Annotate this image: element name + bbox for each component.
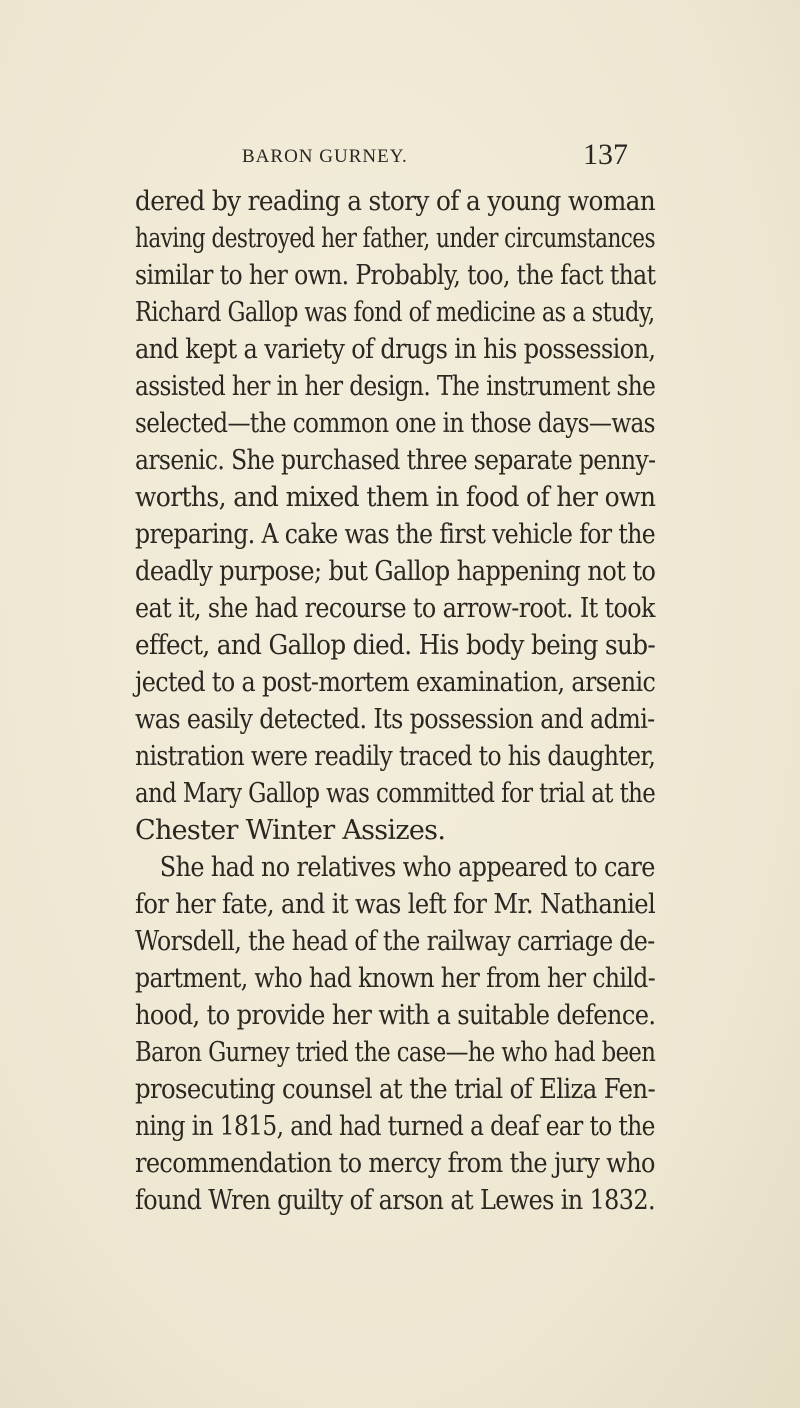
page-number: 137 [583, 138, 628, 171]
text-line: ning in 1815, and had turned a deaf ear to the [135, 1111, 655, 1142]
text-line: dered by reading a story of a young woman [135, 186, 656, 217]
text-line: partment, who had known her from her child- [135, 963, 656, 994]
text-line: preparing. A cake was the first vehicle for the [135, 519, 656, 550]
text-line: and kept a variety of drugs in his possession, [135, 334, 656, 365]
text-line: and Mary Gallop was committed for trial at the [135, 778, 656, 809]
text-line: selected—the common one in those days—was [135, 408, 655, 439]
text-line: worths, and mixed them in food of her own [135, 482, 656, 513]
text-line: recommendation to mercy from the jury who [135, 1148, 655, 1179]
text-line: Richard Gallop was fond of medicine as a study, [135, 297, 655, 328]
text-line: found Wren guilty of arson at Lewes in 1832. [135, 1185, 655, 1216]
text-line: similar to her own. Probably, too, the fact that [135, 260, 656, 291]
page-header [0, 138, 800, 178]
running-head: BARON GURNEY. [242, 146, 408, 167]
text-line: having destroyed her father, under circumstances [135, 223, 656, 254]
text-line: for her fate, and it was left for Mr. Nathaniel [135, 889, 656, 920]
text-line: eat it, she had recourse to arrow-root. It took [135, 593, 655, 624]
text-line: jected to a post-mortem examination, arsenic [135, 667, 656, 698]
text-line: hood, to provide her with a suitable defence. [135, 1000, 656, 1031]
text-line: nistration were readily traced to his daughter, [135, 741, 656, 772]
text-line: effect, and Gallop died. His body being sub- [135, 630, 656, 661]
text-line: assisted her in her design. The instrument she [135, 371, 656, 402]
text-line: Worsdell, the head of the railway carriage de- [135, 926, 655, 957]
text-line: was easily detected. Its possession and admi- [135, 704, 655, 735]
text-line: deadly purpose; but Gallop happening not to [135, 556, 656, 587]
text-line: prosecuting counsel at the trial of Eliza Fen- [135, 1074, 656, 1105]
text-line: She had no relatives who appeared to care [159, 852, 655, 883]
text-line: arsenic. She purchased three separate penny- [135, 445, 656, 476]
text-line: Baron Gurney tried the case—he who had been [135, 1037, 656, 1068]
body-text [135, 183, 655, 1219]
text-line: Chester Winter Assizes. [135, 815, 446, 846]
